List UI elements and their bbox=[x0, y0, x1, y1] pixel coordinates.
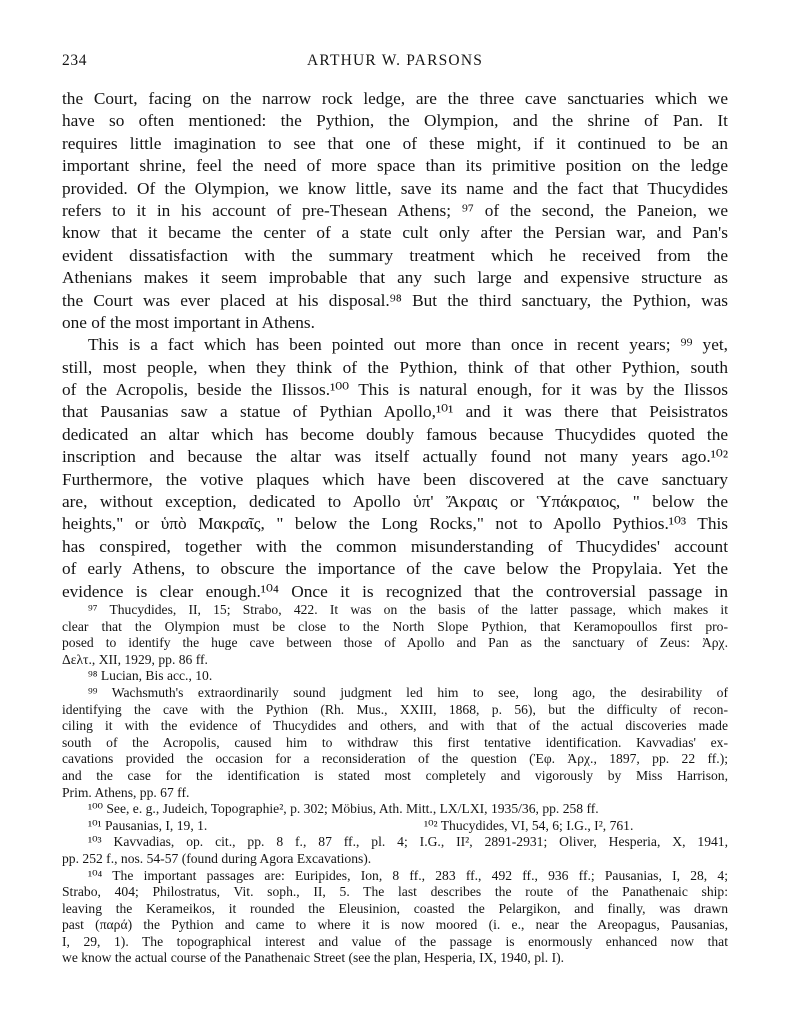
running-head: ARTHUR W. PARSONS bbox=[306, 52, 484, 69]
body-line: This is a fact which has been pointed out more than once in recent years; ⁹⁹ yet, bbox=[88, 335, 728, 355]
page-header bbox=[62, 52, 728, 74]
body-line: inscription and because the altar was itself actually found not many years ago.¹⁰² bbox=[62, 447, 728, 467]
footnote-line: Prim. Athens, pp. 67 ff. bbox=[62, 784, 190, 800]
body-line: Furthermore, the votive plaques which have been discovered at the cave sanctuary bbox=[62, 469, 728, 489]
footnote-line: ¹⁰³ Kavvadias, op. cit., pp. 8 f., 87 ff., pl. 4; I.G., II², 2891-2931; Oliver, Hesperia, X, 1941, bbox=[88, 834, 728, 850]
main-text bbox=[62, 88, 728, 603]
footnote-line: ¹⁰⁴ The important passages are: Euripides, Ion, 8 ff., 283 ff., 492 ff., 936 ff.; Pausanias, I, 28, 4; bbox=[88, 867, 728, 883]
footnote-line: I, 29, 1). The topographical interest and value of the passage is enormously enhanced now that bbox=[62, 933, 728, 949]
body-line: requires little imagination to see that one of these might, if it continued to be an bbox=[62, 133, 728, 153]
body-line: provided. Of the Olympion, we know little, save its name and the fact that Thucydides bbox=[62, 178, 728, 198]
footnote-line: ¹⁰¹ Pausanias, I, 19, 1. bbox=[88, 817, 208, 833]
footnote-line: ¹⁰⁰ See, e. g., Judeich, Topographie², p. 302; Möbius, Ath. Mitt., LX/LXI, 1935/36, pp. 258 ff. bbox=[88, 801, 599, 817]
footnote-line: Δελτ., XII, 1929, pp. 86 ff. bbox=[62, 651, 208, 667]
footnote-line: and the case for the identification is stated most completely and vigorously by Miss Harrison, bbox=[62, 767, 728, 783]
footnote-line: clear that the Olympion must be close to the North Slope Pythion, that Keramopoullos first pro- bbox=[62, 618, 728, 634]
footnote-line: cavations provided the occasion for a reconsideration of the question (Ἐφ. Ἀρχ., 1897, pp. 22 ff.); bbox=[62, 751, 728, 767]
footnote-line: ⁹⁹ Wachsmuth's extraordinarily sound judgment led him to see, long ago, the desirability of bbox=[88, 684, 728, 700]
footnote-line: ¹⁰² Thucydides, VI, 54, 6; I.G., I², 761. bbox=[424, 817, 634, 833]
footnotes bbox=[62, 602, 728, 967]
footnote-line: ciling it with the evidence of Thucydides and others, and with that of the actual discoveries made bbox=[62, 718, 728, 734]
footnote-line: past (παρά) the Pythion and came to where it is now moored (i. e., near the Areopagus, Pausanias, bbox=[62, 917, 728, 933]
footnote-line: posed to identify the huge cave between those of Apollo and Pan as the sanctuary of Zeus: Ἀρχ. bbox=[62, 635, 728, 651]
footnote-line-pair bbox=[62, 818, 728, 835]
footnote-line: we know the actual course of the Panathenaic Street (see the plan, Hesperia, IX, 1940, pl. I). bbox=[62, 950, 565, 966]
footnote-line: ⁹⁸ Lucian, Bis acc., 10. bbox=[88, 668, 213, 684]
body-line: Athenians makes it seem improbable that any such large and expensive structure as bbox=[62, 268, 728, 288]
body-line: of the Acropolis, beside the Ilissos.¹⁰⁰ This is natural enough, for it was by the Ilissos bbox=[62, 380, 728, 400]
body-line: refers to it in his account of pre-Thesean Athens; ⁹⁷ of the second, the Paneion, we bbox=[62, 200, 728, 220]
body-line: still, most people, when they think of the Pythion, think of that other Pythion, south bbox=[62, 357, 728, 377]
body-line: important shrine, feel the need of more space than its primitive position on the ledge bbox=[62, 156, 728, 176]
body-line: the Court was ever placed at his disposal.⁹⁸ But the third sanctuary, the Pythion, was bbox=[62, 290, 728, 310]
body-line: are, without exception, dedicated to Apollo ὑπ' Ἄκραις or Ὑπάκραιος, " below the bbox=[62, 492, 728, 512]
footnote-line: ⁹⁷ Thucydides, II, 15; Strabo, 422. It was on the basis of the latter passage, which makes it bbox=[88, 602, 728, 617]
footnote-line: identifying the cave with the Pythion (Rh. Mus., XXIII, 1868, p. 56), but the difficulty of recon- bbox=[62, 701, 728, 717]
body-line: of early Athens, to obscure the importance of the cave below the Propylaia. Yet the bbox=[62, 559, 728, 579]
body-line: evidence is clear enough.¹⁰⁴ Once it is recognized that the controversial passage in bbox=[62, 581, 728, 601]
body-line: one of the most important in Athens. bbox=[62, 312, 315, 332]
body-line: know that it became the center of a state cult only after the Persian war, and Pan's bbox=[62, 223, 728, 243]
page-number: 234 bbox=[62, 52, 88, 69]
body-line: has conspired, together with the common misunderstanding of Thucydides' account bbox=[62, 536, 728, 556]
body-line: the Court, facing on the narrow rock ledge, are the three cave sanctuaries which we bbox=[62, 89, 728, 108]
footnote-line: pp. 252 f., nos. 54-57 (found during Agora Excavations). bbox=[62, 850, 372, 866]
footnote-line: leaving the Kerameikos, it rounded the Eleusinion, coasted the Pelargikon, and finally, was drawn bbox=[62, 900, 728, 916]
footnote-line: south of the Acropolis, caused him to withdraw this first tentative identification. Kavvadias' ex- bbox=[62, 734, 728, 750]
body-line: evident dissatisfaction with the summary treatment which he received from the bbox=[62, 245, 728, 265]
footnote-line: Strabo, 404; Philostratus, Vit. soph., II, 5. The last describes the route of the Panathenaic ship: bbox=[62, 884, 728, 900]
body-line: heights," or ὑπὸ Μακραῖς, " below the Long Rocks," not to Apollo Pythios.¹⁰³ This bbox=[62, 514, 728, 534]
body-line: dedicated an altar which has become doubly famous because Thucydides quoted the bbox=[62, 424, 728, 444]
body-line: that Pausanias saw a statue of Pythian Apollo,¹⁰¹ and it was there that Peisistratos bbox=[62, 402, 728, 422]
body-line: have so often mentioned: the Pythion, the Olympion, and the shrine of Pan. It bbox=[62, 111, 728, 131]
